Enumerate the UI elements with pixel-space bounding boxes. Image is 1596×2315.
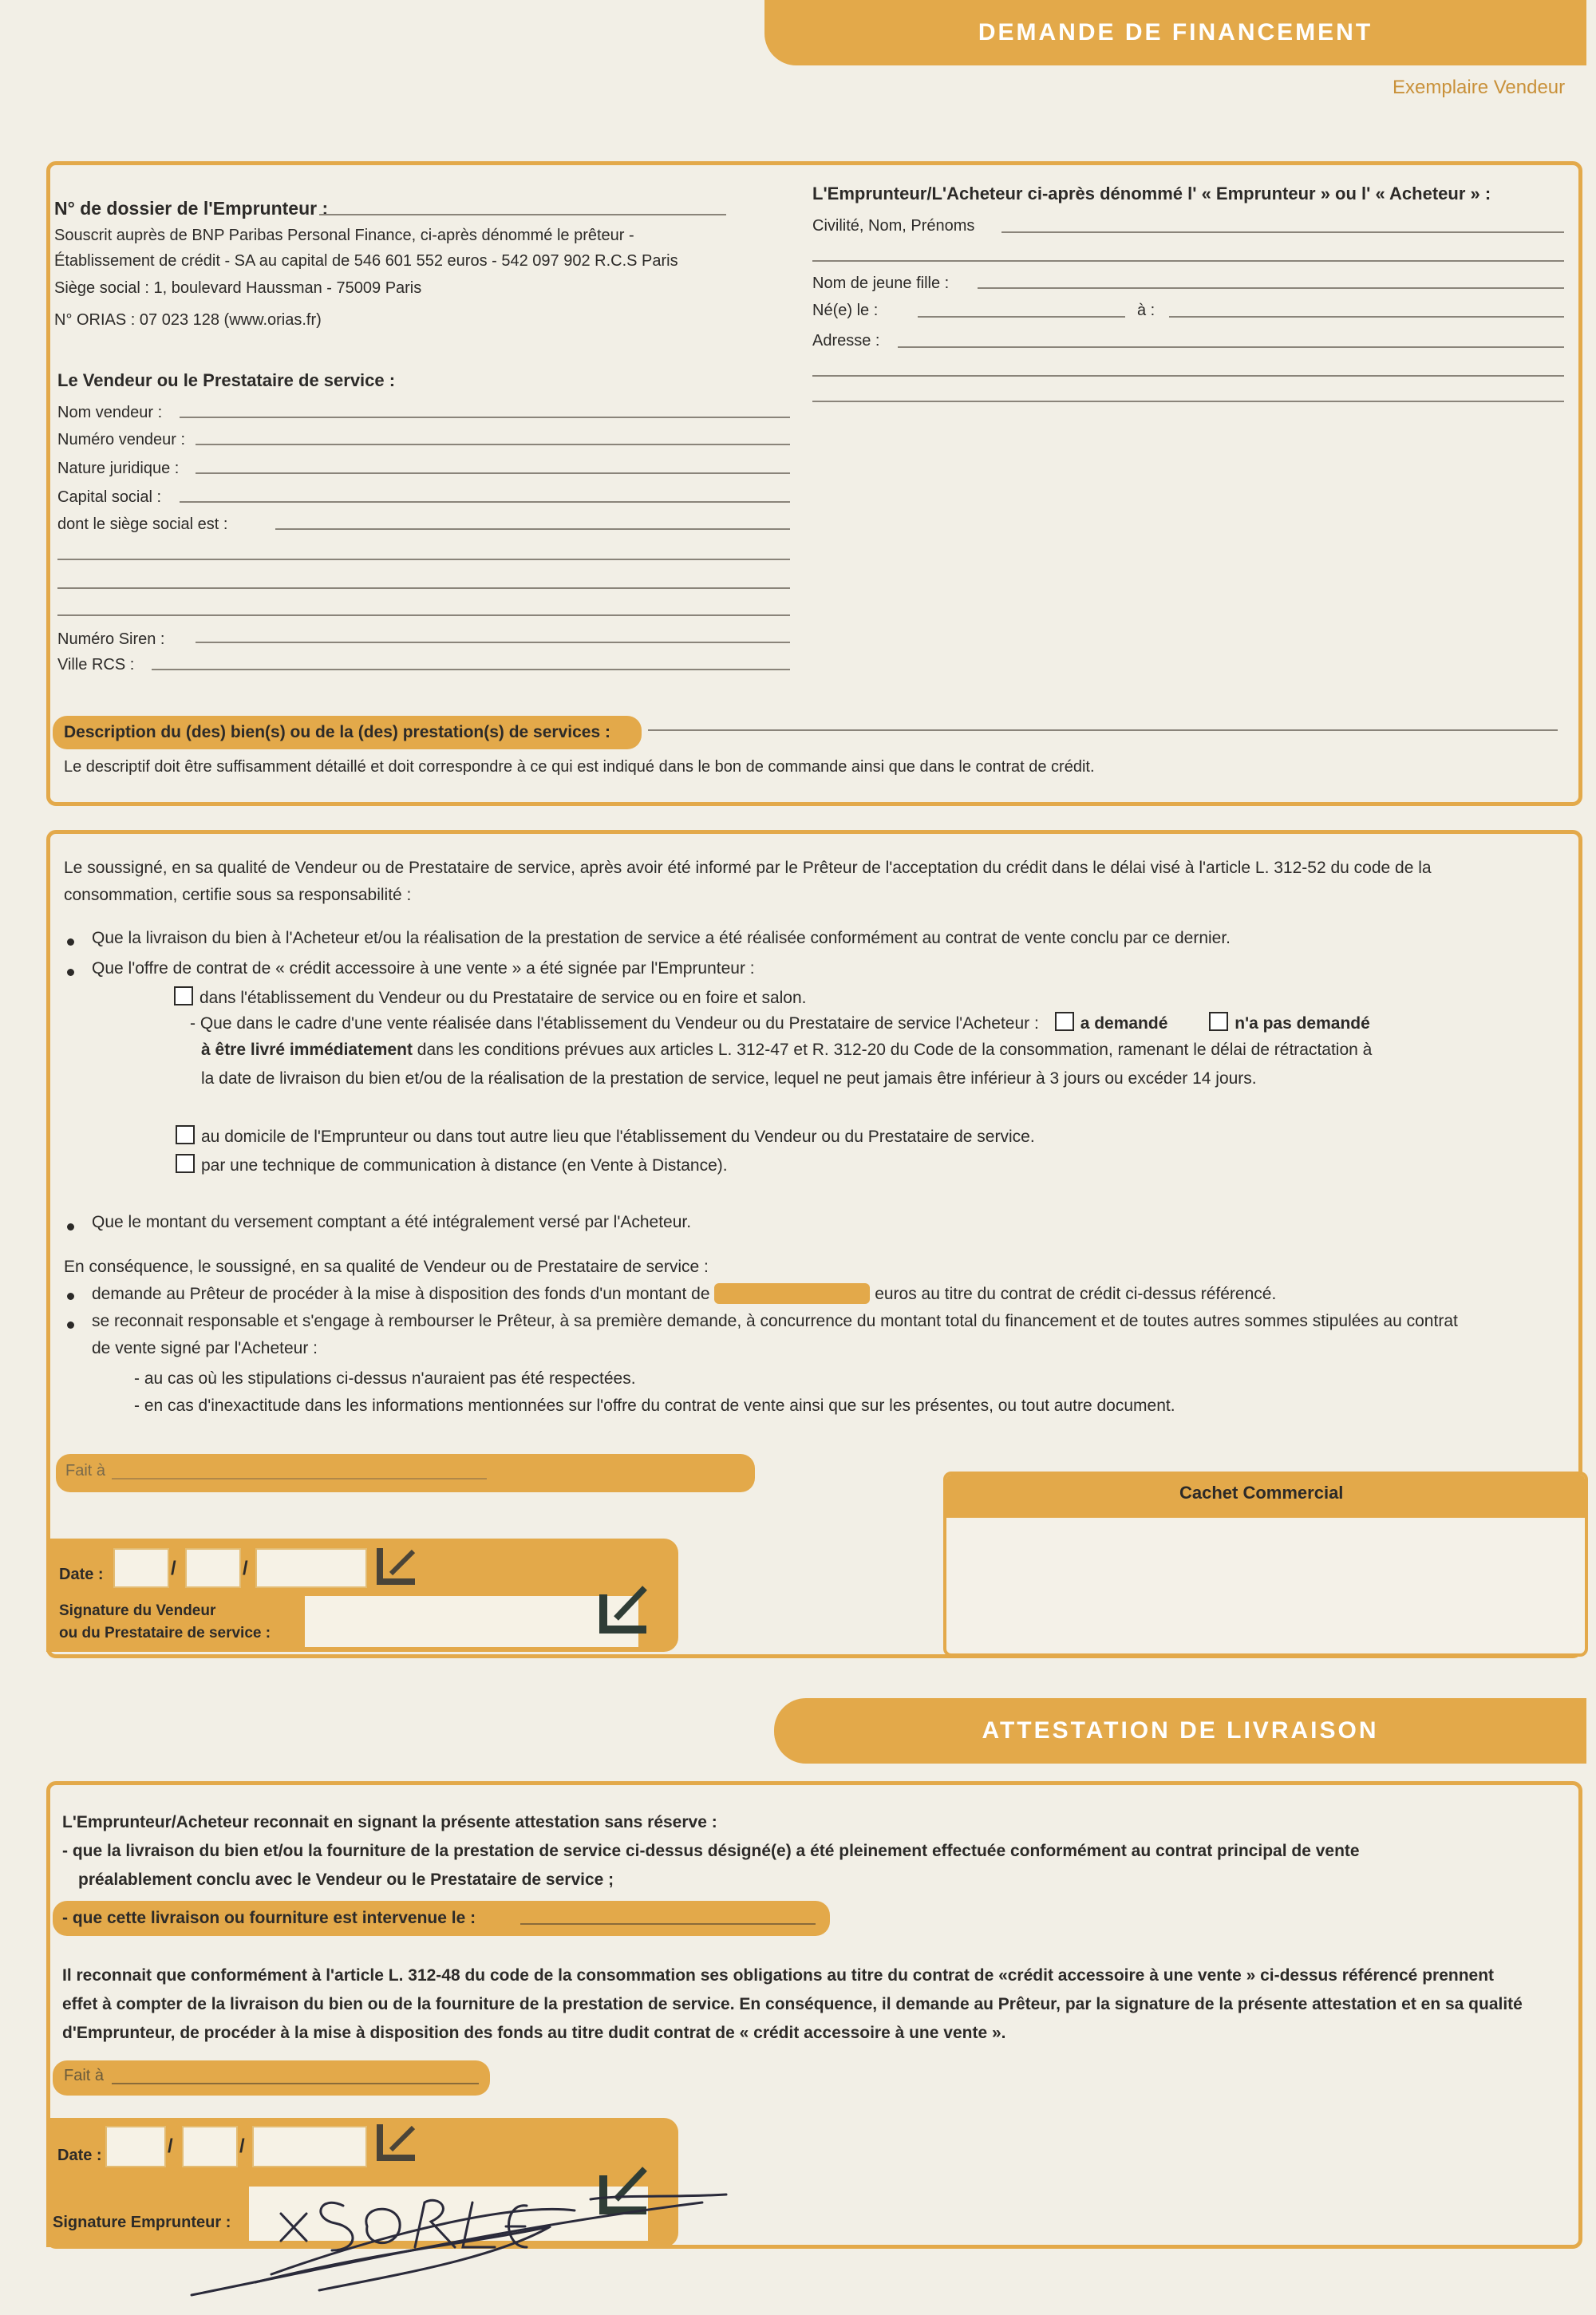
- consequence-bullet-2b: de vente signé par l'Acheteur :: [92, 1339, 318, 1357]
- vendor-date-month[interactable]: [185, 1548, 241, 1588]
- vendor-field-numero[interactable]: Numéro vendeur :: [57, 431, 186, 448]
- attestation-title: ATTESTATION DE LIVRAISON: [982, 1717, 1379, 1744]
- consequence-bullet-1b: euros au titre du contrat de crédit ci-dessus référencé.: [875, 1285, 1277, 1303]
- civilite-line[interactable]: [1001, 231, 1564, 233]
- consequence-text: En conséquence, le soussigné, en sa qualité de Vendeur ou de Prestataire de service :: [64, 1258, 709, 1276]
- corner-mark-icon: [375, 1547, 420, 1586]
- fait-a-field[interactable]: [56, 1454, 755, 1492]
- date-separator: /: [239, 2135, 245, 2157]
- consequence-dash-2: - en cas d'inexactitude dans les informations mentionnées sur l'offre du contrat de vente ainsi que sur les présentes, ou tout autre document.: [134, 1397, 1175, 1415]
- sub-1-row: [190, 1012, 1370, 1033]
- vendor-field-siege[interactable]: dont le siège social est :: [57, 516, 228, 533]
- bullet-dot: [67, 938, 74, 946]
- borrower-date-day[interactable]: [105, 2126, 166, 2167]
- borrower-signature-label: Signature Emprunteur :: [53, 2214, 231, 2231]
- a-line[interactable]: [1169, 316, 1564, 318]
- intro-line-2: consommation, certifie sous sa responsabilité :: [64, 886, 412, 904]
- sub-1-text: - Que dans le cadre d'une vente réalisée dans l'établissement du Vendeur ou du Prestataire de service l'Acheteur :: [190, 1014, 1039, 1033]
- description-line[interactable]: [648, 729, 1558, 731]
- civilite-line-2[interactable]: [812, 260, 1564, 262]
- corner-mark-icon: [595, 1580, 653, 1637]
- vendor-field-nature[interactable]: Nature juridique :: [57, 460, 180, 477]
- lender-line-3: Siège social : 1, boulevard Haussman - 75009 Paris: [54, 279, 422, 297]
- option-1-label: dans l'établissement du Vendeur ou du Prestataire de service ou en foire et salon.: [200, 989, 807, 1007]
- adresse-line-2[interactable]: [812, 375, 1564, 377]
- corner-mark-icon: [375, 2123, 420, 2163]
- vendor-line-capital[interactable]: [180, 501, 790, 503]
- ne-le-label[interactable]: Né(e) le :: [812, 302, 879, 319]
- vendor-signature-field[interactable]: [305, 1596, 638, 1647]
- bullet-1: Que la livraison du bien à l'Acheteur et/ou la réalisation de la prestation de service a été réalisée conformément au contrat de vente conclu par ce dernier.: [92, 929, 1231, 947]
- consequence-bullet-2a: se reconnait responsable et s'engage à rembourser le Prêteur, à sa première demande, à concurrence du montant total du financement et de toutes autres sommes stipulées au contrat: [92, 1312, 1458, 1330]
- option-2-row[interactable]: [176, 1125, 1035, 1147]
- borrower-date-label: Date :: [57, 2147, 102, 2164]
- civilite-label[interactable]: Civilité, Nom, Prénoms: [812, 217, 975, 235]
- vendor-line-siege[interactable]: [275, 528, 790, 530]
- siren-line[interactable]: [196, 642, 790, 643]
- date-separator: /: [168, 2135, 173, 2157]
- handwritten-signature: [176, 2171, 750, 2306]
- attestation-intro: L'Emprunteur/Acheteur reconnait en signant la présente attestation sans réserve :: [62, 1813, 717, 1831]
- fait-a-line[interactable]: [112, 1478, 487, 1479]
- option-1-row[interactable]: [174, 986, 806, 1008]
- bullet-dot: [67, 1223, 74, 1231]
- vendor-signature-label-2: ou du Prestataire de service :: [59, 1625, 271, 1641]
- jeune-fille-line[interactable]: [978, 287, 1564, 289]
- a-demande-checkbox[interactable]: [1055, 1012, 1074, 1031]
- vendor-field-nom[interactable]: Nom vendeur :: [57, 404, 163, 421]
- rcs-line[interactable]: [152, 669, 790, 670]
- siren-label[interactable]: Numéro Siren :: [57, 630, 165, 648]
- vendor-field-capital[interactable]: Capital social :: [57, 488, 162, 506]
- bullet-3: Que le montant du versement comptant a été intégralement versé par l'Acheteur.: [92, 1213, 692, 1231]
- sub-2-text: dans les conditions prévues aux articles L. 312-47 et R. 312-20 du Code de la consommation, ramenant le délai de rétractation à: [417, 1041, 1373, 1059]
- vendor-line-numero[interactable]: [196, 444, 790, 445]
- borrower-date-month[interactable]: [182, 2126, 238, 2167]
- adresse-line-3[interactable]: [812, 401, 1564, 402]
- a-label[interactable]: à :: [1137, 302, 1156, 319]
- description-label[interactable]: Description du (des) bien(s) ou de la (des) prestation(s) de services :: [64, 723, 610, 741]
- consequence-bullet-1: [92, 1283, 1276, 1304]
- attestation-dash-1b: préalablement conclu avec le Vendeur ou le Prestataire de service ;: [78, 1871, 614, 1889]
- option-3-label: par une technique de communication à distance (en Vente à Distance).: [201, 1156, 728, 1175]
- na-pas-demande-checkbox[interactable]: [1209, 1012, 1228, 1031]
- ne-le-line[interactable]: [918, 316, 1125, 318]
- dossier-label: N° de dossier de l'Emprunteur :: [54, 198, 329, 219]
- attestation-para-3: d'Emprunteur, de procéder à la mise à disposition des fonds au titre dudit contrat de « crédit accessoire à une vente ».: [62, 2024, 1006, 2042]
- adresse-line-1[interactable]: [898, 346, 1564, 348]
- attestation-title-banner: [774, 1698, 1586, 1764]
- attestation-fait-a-label: Fait à: [64, 2067, 105, 2084]
- borrower-date-year[interactable]: [252, 2126, 367, 2167]
- lender-line-1: Souscrit auprès de BNP Paribas Personal Finance, ci-après dénommé le prêteur -: [54, 227, 634, 244]
- vendor-date-label: Date :: [59, 1566, 104, 1583]
- attestation-dash-2: - que cette livraison ou fourniture est intervenue le :: [62, 1909, 476, 1927]
- lender-line-4: N° ORIAS : 07 023 128 (www.orias.fr): [54, 311, 322, 329]
- jeune-fille-label[interactable]: Nom de jeune fille :: [812, 275, 950, 292]
- option-3-row[interactable]: [176, 1154, 728, 1175]
- attestation-fait-a-line[interactable]: [112, 2083, 479, 2084]
- adresse-label[interactable]: Adresse :: [812, 332, 880, 350]
- fait-a-label: Fait à: [65, 1462, 106, 1479]
- attestation-dash-1a: - que la livraison du bien et/ou la fourniture de la prestation de service ci-dessus désigné(e) a été pleinement effectuée conformément au contrat principal de vente: [62, 1842, 1360, 1860]
- consequence-bullet-1a: demande au Prêteur de procéder à la mise à disposition des fonds d'un montant de: [92, 1285, 710, 1303]
- bullet-dot: [67, 1293, 74, 1300]
- option-2-label: au domicile de l'Emprunteur ou dans tout autre lieu que l'établissement du Vendeur ou du Prestataire de service.: [201, 1128, 1035, 1146]
- vendor-line-siege-4[interactable]: [57, 614, 790, 616]
- form-title-banner: [764, 0, 1586, 65]
- option-2-checkbox[interactable]: [176, 1125, 195, 1144]
- attestation-para-2: effet à compter de la livraison du bien ou de la fourniture de la prestation de service. En conséquence, il demande au Prêteur, par la signature de la présente attestation et en sa qualité: [62, 1995, 1523, 2013]
- vendor-line-nature[interactable]: [196, 472, 790, 474]
- copy-label: Exemplaire Vendeur: [1393, 77, 1566, 98]
- date-separator: /: [171, 1558, 176, 1579]
- na-pas-demande-label: n'a pas demandé: [1235, 1014, 1370, 1033]
- vendor-date-year[interactable]: [255, 1548, 367, 1588]
- date-separator: /: [243, 1558, 248, 1579]
- sub-3-text: la date de livraison du bien et/ou de la réalisation de la prestation de service, lequel ne peut jamais être inférieur à 3 jours ou excéder 14 jours.: [201, 1069, 1257, 1088]
- borrower-title: L'Emprunteur/L'Acheteur ci-après dénommé l' « Emprunteur » ou l' « Acheteur » :: [812, 184, 1491, 203]
- sub-2-bold: à être livré immédiatement: [201, 1041, 413, 1059]
- form-title: DEMANDE DE FINANCEMENT: [978, 19, 1373, 45]
- bullet-dot: [67, 1321, 74, 1329]
- intro-line-1: Le soussigné, en sa qualité de Vendeur ou de Prestataire de service, après avoir été informé par le Prêteur de l'acceptation du crédit dans le délai visé à l'article L. 312-52 du code de la: [64, 859, 1432, 877]
- lender-line-2: Établissement de crédit - SA au capital de 546 601 552 euros - 542 097 902 R.C.S Paris: [54, 252, 678, 270]
- rcs-label[interactable]: Ville RCS :: [57, 656, 135, 674]
- attestation-fait-a-field[interactable]: [53, 2060, 490, 2096]
- vendor-line-siege-3[interactable]: [57, 587, 790, 589]
- sub-2-row: [201, 1041, 1372, 1060]
- a-demande-label: a demandé: [1080, 1014, 1168, 1033]
- vendor-title: Le Vendeur ou le Prestataire de service :: [57, 370, 396, 390]
- consequence-dash-1: - au cas où les stipulations ci-dessus n'auraient pas été respectées.: [134, 1369, 636, 1388]
- vendor-signature-label-1: Signature du Vendeur: [59, 1602, 216, 1619]
- dossier-line: [319, 214, 726, 215]
- attestation-para-1: Il reconnait que conformément à l'article L. 312-48 du code de la consommation ses obligations au titre du contrat de «crédit accessoire à une vente » ci-dessus référencé prennent: [62, 1966, 1495, 1985]
- bullet-dot: [67, 969, 74, 976]
- vendor-line-siege-2[interactable]: [57, 559, 790, 560]
- vendor-date-day[interactable]: [113, 1548, 169, 1588]
- bullet-2: Que l'offre de contrat de « crédit accessoire à une vente » a été signée par l'Emprunteur :: [92, 959, 755, 978]
- option-3-checkbox[interactable]: [176, 1154, 195, 1173]
- livraison-date-line[interactable]: [520, 1923, 816, 1925]
- option-1-checkbox[interactable]: [174, 986, 193, 1005]
- vendor-line-nom[interactable]: [180, 417, 790, 418]
- cachet-label: Cachet Commercial: [1179, 1483, 1344, 1503]
- amount-field[interactable]: [714, 1283, 870, 1304]
- description-note: Le descriptif doit être suffisamment détaillé et doit correspondre à ce qui est indiqué dans le bon de commande ainsi que dans le contrat de crédit.: [64, 758, 1095, 776]
